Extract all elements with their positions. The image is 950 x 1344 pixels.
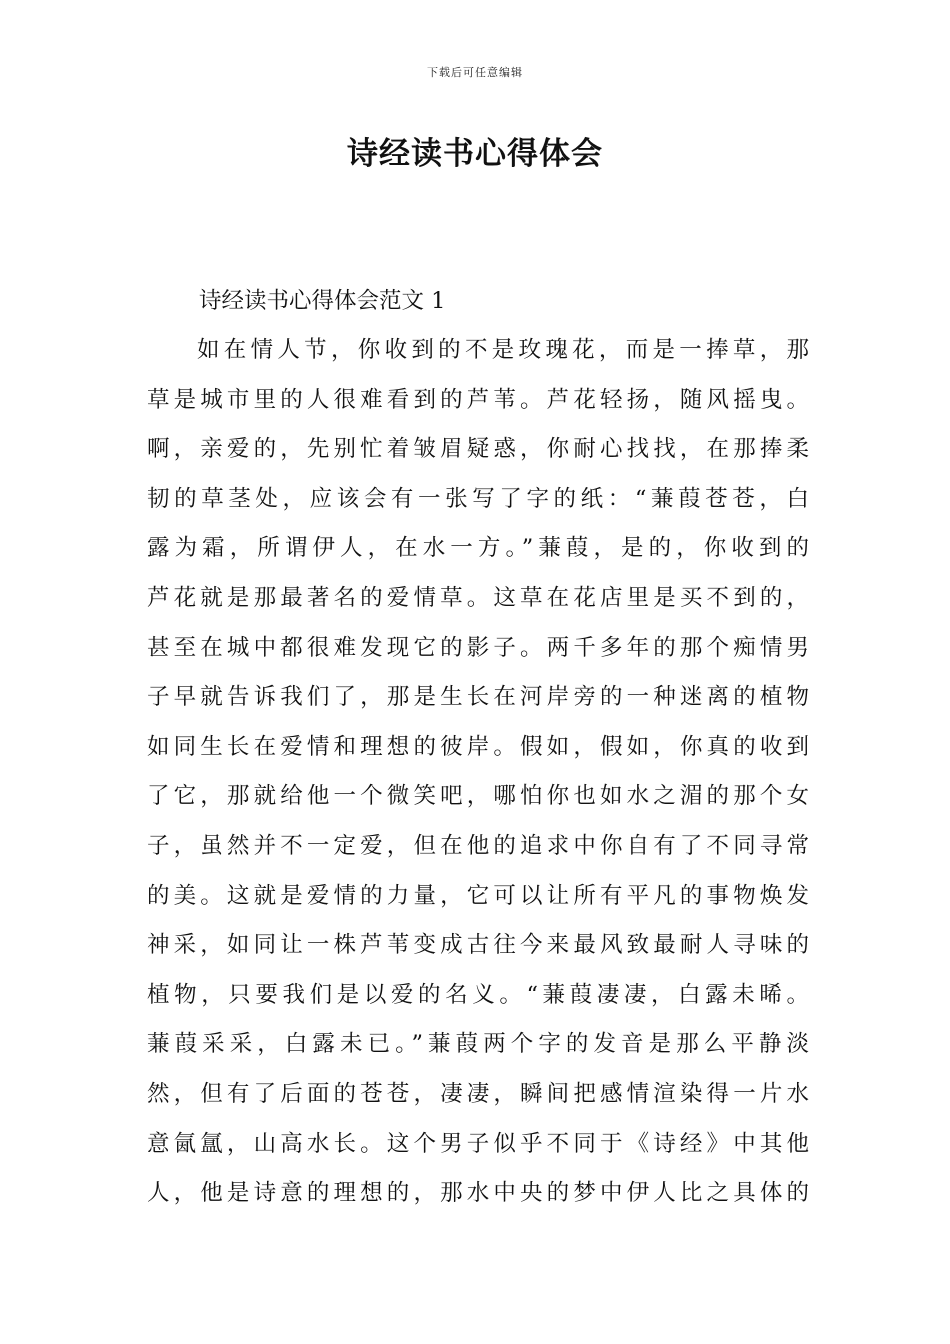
- document-title: 诗经读书心得体会: [347, 136, 603, 172]
- document-body: [147, 276, 809, 1219]
- paragraph-line: 如在情人节，你收到的不是玫瑰花，而是一捧草，那: [197, 337, 809, 363]
- paragraph-line: 露为霜，所谓伊人，在水一方。”蒹葭，是的，你收到的: [147, 535, 809, 562]
- paragraph-line: 意氤氲，山高水长。这个男子似乎不同于《诗经》中其他: [147, 1130, 809, 1157]
- paragraph-line: 人，他是诗意的理想的，那水中央的梦中伊人比之具体的: [147, 1180, 809, 1207]
- paragraph: [147, 326, 809, 1219]
- paragraph-line: 子，虽然并不一定爱，但在他的追求中你自有了不同寻常: [147, 832, 809, 859]
- paragraph-line: 甚至在城中都很难发现它的影子。两千多年的那个痴情男: [147, 634, 809, 661]
- paragraph-line: 芦花就是那最著名的爱情草。这草在花店里是买不到的，: [147, 584, 809, 611]
- paragraph-line: 然，但有了后面的苍苍，凄凄，瞬间把感情渲染得一片水: [147, 1080, 809, 1107]
- paragraph-line: 植物，只要我们是以爱的名义。“蒹葭凄凄，白露未晞。: [147, 981, 809, 1008]
- paragraph-line: 草是城市里的人很难看到的芦苇。芦花轻扬，随风摇曳。: [147, 386, 809, 413]
- header-note: 下载后可任意编辑: [427, 66, 523, 79]
- paragraph-line: 啊，亲爱的，先别忙着皱眉疑惑，你耐心找找，在那捧柔: [147, 436, 809, 463]
- paragraph-line: 神采，如同让一株芦苇变成古往今来最风致最耐人寻味的: [147, 932, 809, 959]
- paragraph-line: 了它，那就给他一个微笑吧，哪怕你也如水之湄的那个女: [147, 783, 809, 810]
- paragraph-line: 蒹葭采采，白露未已。”蒹葭两个字的发音是那么平静淡: [147, 1031, 809, 1058]
- paragraph-line: 的美。这就是爱情的力量，它可以让所有平凡的事物焕发: [147, 882, 809, 909]
- paragraph-line: 子早就告诉我们了，那是生长在河岸旁的一种迷离的植物: [147, 684, 809, 711]
- section-subheading: 诗经读书心得体会范文 1: [199, 288, 446, 314]
- paragraph-line: 韧的草茎处，应该会有一张写了字的纸：“蒹葭苍苍，白: [147, 485, 809, 512]
- paragraph-line: 如同生长在爱情和理想的彼岸。假如，假如，你真的收到: [147, 733, 809, 760]
